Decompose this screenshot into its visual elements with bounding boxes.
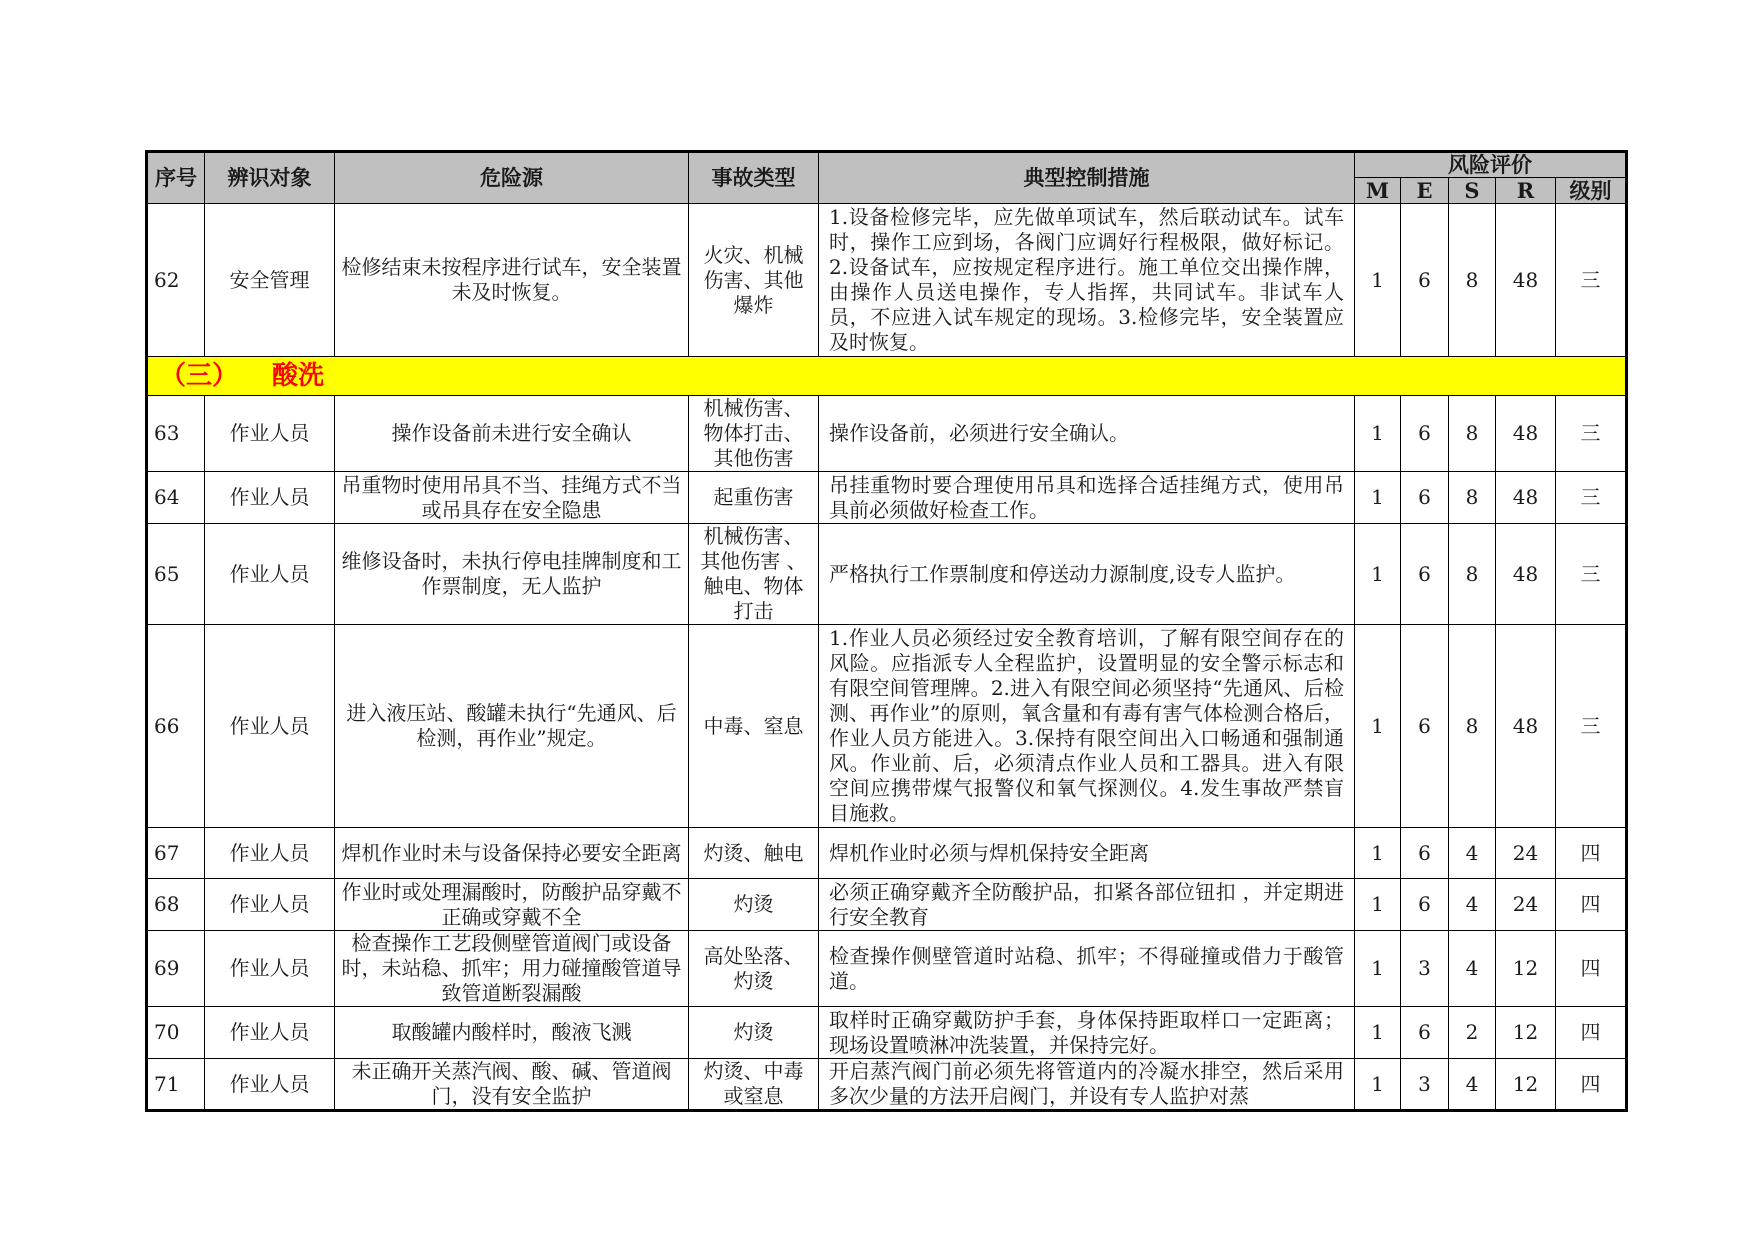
- table-row: [147, 1007, 1627, 1059]
- row-m: 1: [1355, 879, 1401, 931]
- row-control-measures: 检查操作侧壁管道时站稳、抓牢；不得碰撞或借力于酸管道。: [819, 931, 1355, 1007]
- row-s: 8: [1449, 396, 1496, 472]
- row-accident-type: 中毒、窒息: [689, 625, 819, 828]
- row-m: 1: [1355, 1059, 1401, 1111]
- risk-assessment-table-container: [145, 150, 1625, 1112]
- row-s: 8: [1449, 625, 1496, 828]
- row-r: 12: [1496, 1007, 1556, 1059]
- row-object: 作业人员: [205, 396, 335, 472]
- row-level: 四: [1556, 1007, 1627, 1059]
- row-e: 6: [1401, 396, 1449, 472]
- row-object: 作业人员: [205, 828, 335, 879]
- row-no: 62: [147, 204, 205, 357]
- row-control-measures: 吊挂重物时要合理使用吊具和选择合适挂绳方式，使用吊具前必须做好检查工作。: [819, 472, 1355, 524]
- header-control-measures: 典型控制措施: [819, 152, 1355, 204]
- row-accident-type: 机械伤害、其他伤害 、触电、物体打击: [689, 524, 819, 625]
- row-object: 作业人员: [205, 1007, 335, 1059]
- row-no: 69: [147, 931, 205, 1007]
- row-e: 6: [1401, 828, 1449, 879]
- table-row: [147, 524, 1627, 625]
- row-e: 6: [1401, 879, 1449, 931]
- row-r: 48: [1496, 524, 1556, 625]
- row-s: 4: [1449, 879, 1496, 931]
- row-accident-type: 灼烫: [689, 879, 819, 931]
- row-control-measures: 操作设备前，必须进行安全确认。: [819, 396, 1355, 472]
- row-e: 3: [1401, 1059, 1449, 1111]
- table-row: [147, 472, 1627, 524]
- section-number: （三）: [160, 360, 239, 391]
- risk-assessment-table: [145, 150, 1628, 1112]
- row-level: 三: [1556, 625, 1627, 828]
- row-e: 6: [1401, 1007, 1449, 1059]
- row-no: 64: [147, 472, 205, 524]
- table-row: [147, 828, 1627, 879]
- row-no: 71: [147, 1059, 205, 1111]
- row-no: 70: [147, 1007, 205, 1059]
- row-r: 24: [1496, 828, 1556, 879]
- row-control-measures: 严格执行工作票制度和停送动力源制度,设专人监护。: [819, 524, 1355, 625]
- row-hazard: 操作设备前未进行安全确认: [335, 396, 689, 472]
- section-title: 酸洗: [272, 360, 325, 391]
- header-s: S: [1449, 178, 1496, 204]
- row-no: 66: [147, 625, 205, 828]
- row-hazard: 未正确开关蒸汽阀、酸、碱、管道阀门，没有安全监护: [335, 1059, 689, 1111]
- row-r: 48: [1496, 396, 1556, 472]
- row-no: 65: [147, 524, 205, 625]
- row-level: 三: [1556, 204, 1627, 357]
- row-m: 1: [1355, 931, 1401, 1007]
- row-m: 1: [1355, 472, 1401, 524]
- row-e: 6: [1401, 472, 1449, 524]
- row-s: 4: [1449, 1059, 1496, 1111]
- row-level: 四: [1556, 931, 1627, 1007]
- row-level: 三: [1556, 472, 1627, 524]
- row-accident-type: 灼烫: [689, 1007, 819, 1059]
- row-e: 6: [1401, 625, 1449, 828]
- row-s: 4: [1449, 828, 1496, 879]
- row-e: 6: [1401, 204, 1449, 357]
- row-accident-type: 高处坠落、灼烫: [689, 931, 819, 1007]
- row-control-measures: 焊机作业时必须与焊机保持安全距离: [819, 828, 1355, 879]
- row-s: 8: [1449, 204, 1496, 357]
- row-level: 三: [1556, 524, 1627, 625]
- row-control-measures: 取样时正确穿戴防护手套，身体保持距取样口一定距离；现场设置喷淋冲洗装置，并保持完好。: [819, 1007, 1355, 1059]
- row-s: 8: [1449, 524, 1496, 625]
- row-control-measures: 必须正确穿戴齐全防酸护品，扣紧各部位钮扣 ，并定期进行安全教育: [819, 879, 1355, 931]
- header-row: [147, 152, 1627, 178]
- row-no: 68: [147, 879, 205, 931]
- row-accident-type: 机械伤害、物体打击、其他伤害: [689, 396, 819, 472]
- row-s: 4: [1449, 931, 1496, 1007]
- row-control-measures: 1.作业人员必须经过安全教育培训，了解有限空间存在的风险。应指派专人全程监护，设置明显的安全警示标志和有限空间管理牌。2.进入有限空间必须坚持“先通风、后检测、再作业”的原则，氧含量和有毒有害气体检测合格后，作业人员方能进入。3.保持有限空间出入口畅通和强制通风。作业前、后，必须清点作业人员和工器具。进入有限空间应携带煤气报警仪和氧气探测仪。4.发生事故严禁盲目施救。: [819, 625, 1355, 828]
- row-hazard: 维修设备时，未执行停电挂牌制度和工作票制度，无人监护: [335, 524, 689, 625]
- header-no: 序号: [147, 152, 205, 204]
- row-accident-type: 灼烫、触电: [689, 828, 819, 879]
- row-hazard: 检查操作工艺段侧壁管道阀门或设备时，未站稳、抓牢；用力碰撞酸管道导致管道断裂漏酸: [335, 931, 689, 1007]
- row-hazard: 取酸罐内酸样时，酸液飞溅: [335, 1007, 689, 1059]
- row-no: 63: [147, 396, 205, 472]
- row-r: 12: [1496, 1059, 1556, 1111]
- section-header-row: [147, 357, 1627, 396]
- row-m: 1: [1355, 204, 1401, 357]
- row-control-measures: 1.设备检修完毕，应先做单项试车，然后联动试车。试车时，操作工应到场，各阀门应调好行程极限，做好标记。2.设备试车，应按规定程序进行。施工单位交出操作牌，由操作人员送电操作，专人指挥，共同试车。非试车人员，不应进入试车规定的现场。3.检修完毕，安全装置应及时恢复。: [819, 204, 1355, 357]
- table-row: [147, 879, 1627, 931]
- row-no: 67: [147, 828, 205, 879]
- header-accident-type: 事故类型: [689, 152, 819, 204]
- row-m: 1: [1355, 524, 1401, 625]
- header-object: 辨识对象: [205, 152, 335, 204]
- row-e: 3: [1401, 931, 1449, 1007]
- row-m: 1: [1355, 396, 1401, 472]
- row-r: 48: [1496, 472, 1556, 524]
- table-row: [147, 625, 1627, 828]
- row-r: 48: [1496, 204, 1556, 357]
- row-m: 1: [1355, 1007, 1401, 1059]
- table-row: [147, 931, 1627, 1007]
- row-m: 1: [1355, 828, 1401, 879]
- header-level: 级别: [1556, 178, 1627, 204]
- header-m: M: [1355, 178, 1401, 204]
- header-e: E: [1401, 178, 1449, 204]
- row-hazard: 作业时或处理漏酸时，防酸护品穿戴不正确或穿戴不全: [335, 879, 689, 931]
- row-object: 作业人员: [205, 1059, 335, 1111]
- table-row: [147, 396, 1627, 472]
- row-r: 24: [1496, 879, 1556, 931]
- row-level: 三: [1556, 396, 1627, 472]
- row-object: 安全管理: [205, 204, 335, 357]
- row-object: 作业人员: [205, 931, 335, 1007]
- header-risk-evaluation: 风险评价: [1355, 152, 1627, 178]
- header-r: R: [1496, 178, 1556, 204]
- row-hazard: 检修结束未按程序进行试车，安全装置未及时恢复。: [335, 204, 689, 357]
- row-hazard: 吊重物时使用吊具不当、挂绳方式不当或吊具存在安全隐患: [335, 472, 689, 524]
- row-object: 作业人员: [205, 524, 335, 625]
- row-object: 作业人员: [205, 879, 335, 931]
- section-title-cell: [147, 357, 1627, 396]
- row-level: 四: [1556, 1059, 1627, 1111]
- row-s: 2: [1449, 1007, 1496, 1059]
- row-s: 8: [1449, 472, 1496, 524]
- row-control-measures: 开启蒸汽阀门前必须先将管道内的冷凝水排空，然后采用多次少量的方法开启阀门，并设有专人监护对蒸: [819, 1059, 1355, 1111]
- row-accident-type: 火灾、机械伤害、其他爆炸: [689, 204, 819, 357]
- table-row: [147, 204, 1627, 357]
- row-object: 作业人员: [205, 472, 335, 524]
- row-e: 6: [1401, 524, 1449, 625]
- row-accident-type: 起重伤害: [689, 472, 819, 524]
- table-row: [147, 1059, 1627, 1111]
- row-hazard: 焊机作业时未与设备保持必要安全距离: [335, 828, 689, 879]
- row-accident-type: 灼烫、中毒或窒息: [689, 1059, 819, 1111]
- header-hazard: 危险源: [335, 152, 689, 204]
- row-level: 四: [1556, 879, 1627, 931]
- row-hazard: 进入液压站、酸罐未执行“先通风、后检测，再作业”规定。: [335, 625, 689, 828]
- row-r: 48: [1496, 625, 1556, 828]
- row-level: 四: [1556, 828, 1627, 879]
- row-r: 12: [1496, 931, 1556, 1007]
- row-m: 1: [1355, 625, 1401, 828]
- row-object: 作业人员: [205, 625, 335, 828]
